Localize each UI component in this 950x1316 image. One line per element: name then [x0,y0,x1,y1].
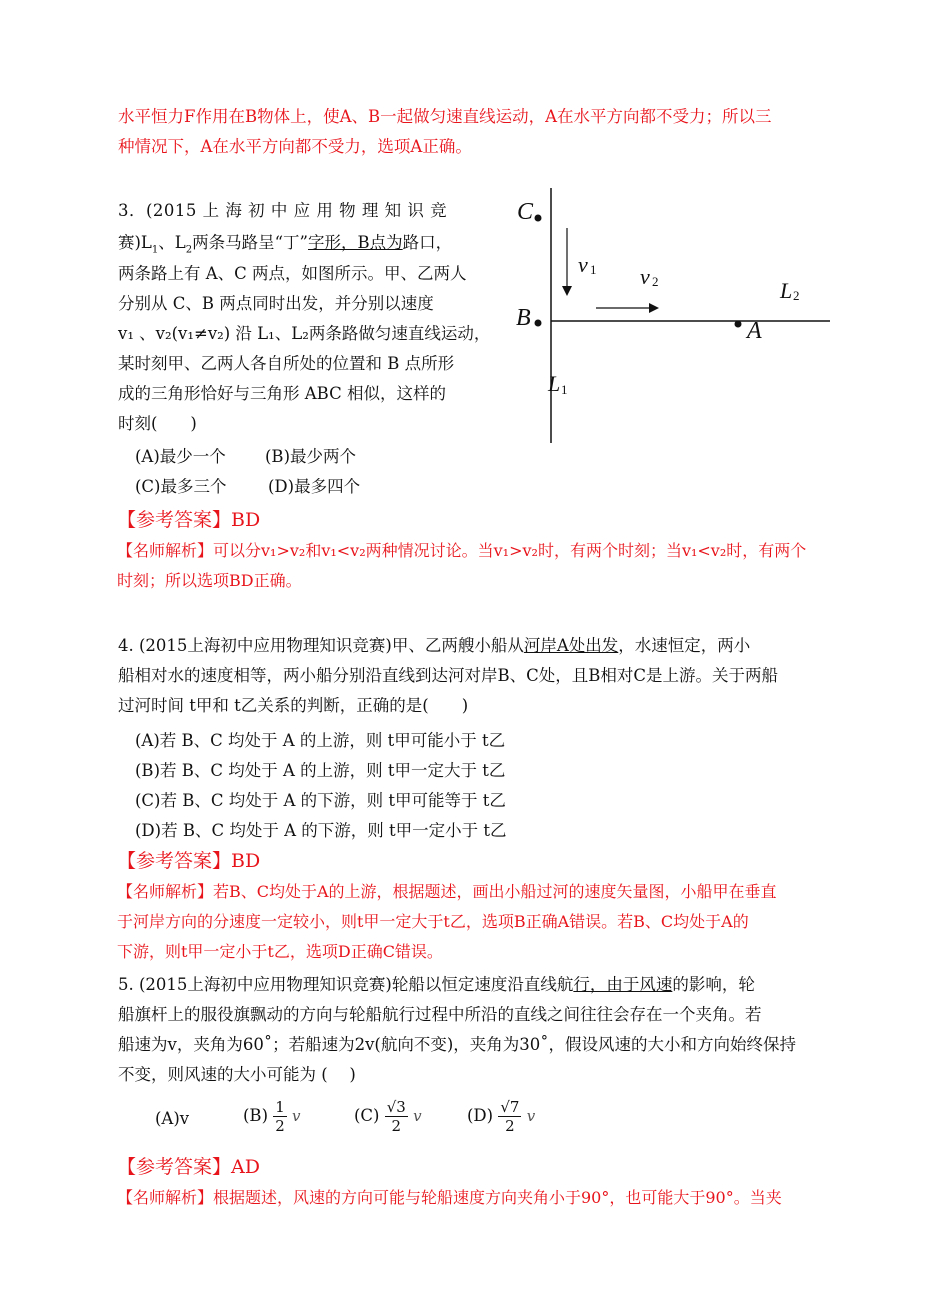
v2-arrow-head [649,303,659,313]
label-v2: v [640,264,650,289]
q5-option-d-fraction [498,1098,521,1135]
q3-option-d: (D)最多四个 [268,477,361,496]
q5-l1-underline: 行，由于风速 [573,975,673,994]
q3-option-c: (C)最多三个 [135,477,227,496]
q3-line-3: 两条路上有 A、C 两点，如图所示。甲、乙两人 [118,264,467,283]
q3-explanation-2: 时刻；所以选项BD正确。 [117,571,302,590]
label-l1: L [548,371,561,396]
q5-option-d-label: (D) [467,1106,494,1125]
label-l1-sub: 1 [561,382,568,397]
q4-explanation-2: 于河岸方向的分速度一定较小，则t甲一定大于t乙，选项B正确A错误。若B、C均处于A的 [117,912,749,931]
v1-arrow-head [562,286,572,296]
q3-explanation-1: 【名师解析】可以分v₁>v₂和v₁<v₂两种情况讨论。当v₁>v₂时，有两个时刻；当v₁<v₂时，有两个 [117,541,807,560]
q5-option-d-den: 2 [505,1117,515,1135]
q5-line-4: 不变，则风速的大小可能为 ( ) [118,1065,356,1084]
top-line-1: 水平恒力F作用在B物体上，使A、B一起做匀速直线运动，A在水平方向都不受力；所以三 [118,107,772,126]
label-l2: L [780,278,793,303]
q5-option-c [354,1098,422,1135]
q3-l2-underline: 字形，B点为 [308,233,403,252]
q3-option-a: (A)最少一个 [135,447,226,466]
q4-answer: 【参考答案】BD [117,850,261,872]
q5-answer: 【参考答案】AD [117,1156,260,1178]
q5-option-c-fraction [385,1098,408,1135]
q5-option-b [243,1098,301,1135]
label-a: A [747,318,762,344]
q4-l1-c: ，水速恒定，两小 [618,636,751,655]
q3-line-8: 时刻( ) [118,414,197,433]
q5-option-d-v: v [526,1107,536,1125]
q3-l2-sub1: 1 [151,244,159,256]
q3-l2-e: 两条马路呈“丁” [192,233,308,252]
q4-line-1 [118,631,750,661]
q5-explanation-1: 【名师解析】根据题述，风速的方向可能与轮船速度方向夹角小于90°，也可能大于90°。当夹 [117,1188,782,1207]
q4-option-c: (C)若 B、C 均处于 A 的下游，则 t甲可能等于 t乙 [135,791,506,810]
q3-l2-g: 路口， [402,233,453,252]
label-c: C [517,199,534,225]
q4-explanation-1: 【名师解析】若B、C均处于A的上游，根据题述，画出小船过河的速度矢量图，小船甲在垂直 [117,882,777,901]
q5-l1-a: 5. (2015上海初中应用物理知识竞赛)轮船以恒定速度沿直线航 [118,975,574,994]
q5-option-b-v: v [292,1107,301,1125]
point-c-dot [535,215,542,222]
q4-line-2: 船相对水的速度相等，两小船分别沿直线到达河对岸B、C处，且B相对C是上游。关于两船 [118,666,778,685]
q5-option-c-v: v [413,1107,422,1125]
q3-l2-c: 、L [158,233,186,252]
q3-option-b: (B)最少两个 [265,447,356,466]
q5-l1-c: 的影响，轮 [672,975,755,994]
label-v1: v [578,252,588,277]
label-b: B [516,305,531,331]
q3-line-7: 成的三角形恰好与三角形 ABC 相似，这样的 [118,384,446,403]
q3-line-4: 分别从 C、B 两点同时出发，并分别以速度 [118,294,434,313]
q3-l2-a: 赛)L [118,233,152,252]
top-line-2: 种情况下，A在水平方向都不受力，选项A正确。 [118,137,472,156]
q5-option-b-label: (B) [243,1106,268,1125]
q5-option-c-num: √3 [386,1098,406,1116]
label-v1-sub: 1 [590,262,597,277]
label-v2-sub: 2 [652,274,659,289]
point-b-dot [535,320,542,327]
q5-option-c-label: (C) [354,1106,380,1125]
point-a-dot [735,321,742,328]
q4-option-a: (A)若 B、C 均处于 A 的上游，则 t甲可能小于 t乙 [135,731,506,750]
q3-answer: 【参考答案】BD [117,509,261,531]
q4-explanation-3: 下游，则t甲一定小于t乙，选项D正确C错误。 [117,942,443,961]
q5-line-3: 船速为v，夹角为60˚；若船速为2v(航向不变)，夹角为30˚，假设风速的大小和方向始终保持 [118,1035,797,1054]
q5-option-d-num: √7 [500,1098,520,1116]
q4-l1-a: 4. (2015上海初中应用物理知识竞赛)甲、乙两艘小船从 [118,636,524,655]
road-diagram [500,188,840,448]
label-l2-sub: 2 [793,288,800,303]
q4-line-3: 过河时间 t甲和 t乙关系的判断，正确的是( ) [118,696,469,715]
q5-option-b-num: 1 [275,1098,285,1116]
q5-option-a: (A)v [155,1109,190,1128]
q4-l1-underline: 河岸A处出发 [523,636,619,655]
q3-line-5: v₁ 、v₂(v₁≠v₂) 沿 L₁、L₂两条路做匀速直线运动， [118,324,491,343]
q5-option-b-den: 2 [275,1117,285,1135]
q5-line-2: 船旗杆上的服役旗飘动的方向与轮船航行过程中所沿的直线之间往往会存在一个夹角。若 [118,1005,762,1024]
q5-option-b-fraction [273,1098,287,1135]
q3-line-6: 某时刻甲、乙两人各自所处的位置和 B 点所形 [118,354,455,373]
q4-option-b: (B)若 B、C 均处于 A 的上游，则 t甲一定大于 t乙 [135,761,506,780]
q3-line-1: 3．(2015 上 海 初 中 应 用 物 理 知 识 竞 [118,201,448,220]
q5-option-c-den: 2 [391,1117,402,1135]
q3-l2-sub2: 2 [185,244,193,256]
q5-option-d [467,1098,535,1135]
q5-line-1 [118,970,755,1000]
q4-option-d: (D)若 B、C 均处于 A 的下游，则 t甲一定小于 t乙 [135,821,507,840]
